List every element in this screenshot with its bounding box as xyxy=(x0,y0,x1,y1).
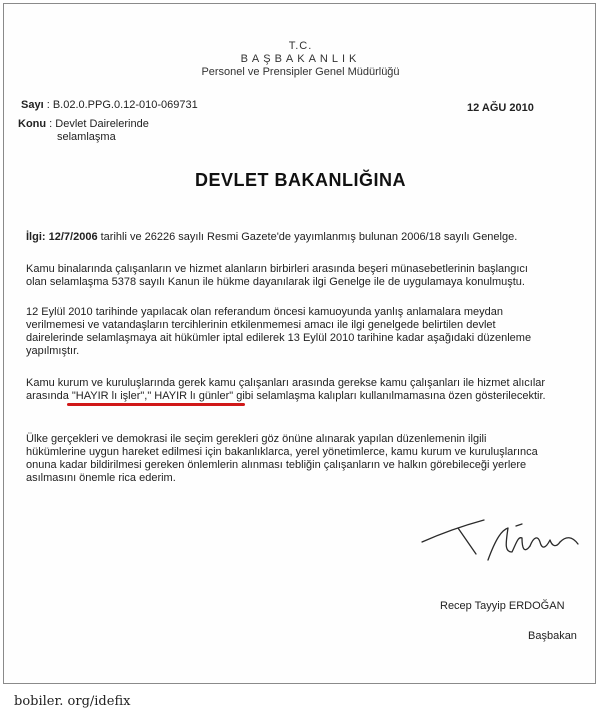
ilgi-line xyxy=(26,231,582,244)
konu-line2: selamlaşma xyxy=(57,131,116,143)
red-underline-mark xyxy=(67,403,245,406)
ilgi-date: 12/7/2006 xyxy=(48,231,98,243)
paragraph-line: olan selamlaşma 5378 sayılı Kanun ile hükme dayanılarak ilgi Genelge ile de uygulamaya konulmuştu. xyxy=(26,276,525,288)
paragraph-line: verilmemesi ve vatandaşların tercihlerinin etkilenmemesi amacı ile ilgi genelgede belirtilen devlet xyxy=(26,319,496,331)
paragraph-line: yapılmıştır. xyxy=(26,345,80,357)
paragraph-line: 12 Eylül 2010 tarihinde yapılacak olan referandum öncesi kamuoyunda yanlış anlamalara meydan xyxy=(26,306,503,318)
paragraph-1 xyxy=(26,263,582,289)
p3-suffix: gibi selamlaşma kalıpları kullanılmamasına özen gösterilecektir. xyxy=(233,390,546,402)
header-directorate: Personel ve Prensipler Genel Müdürlüğü xyxy=(201,66,400,78)
paragraph-line: Kamu binalarında çalışanların ve hizmet alanların birbirleri arasında beşeri münasebetlerinin başlangıcı xyxy=(26,263,528,275)
paragraph-line: onuna kadar bildirilmesi gereken önlemlerin alınması tebliğin çalışanların ve halkın görebileceği yerlere xyxy=(26,459,527,471)
p3-prefix: arasında xyxy=(26,390,72,402)
sayi-row xyxy=(21,99,198,111)
ilgi-text: tarihli ve 26226 sayılı Resmi Gazete'de yayımlanmış bulunan 2006/18 sayılı Genelge. xyxy=(97,231,518,243)
konu-row xyxy=(18,118,149,130)
ilgi-label: İlgi: xyxy=(26,231,46,243)
header-tc: T.C. xyxy=(288,40,313,52)
paragraph-line: asılmasını önemle rica ederim. xyxy=(26,472,176,484)
document-date: 12 AĞU 2010 xyxy=(467,102,534,114)
header-ministry: BAŞBAKANLIK xyxy=(240,53,361,65)
konu-line1: : Devlet Dairelerinde xyxy=(49,118,149,130)
signatory-name: Recep Tayyip ERDOĞAN xyxy=(440,600,565,612)
paragraph-line: Kamu kurum ve kuruluşlarında gerek kamu çalışanları arasında gerekse kamu çalışanları ile hizmet alıcılar xyxy=(26,377,546,389)
paragraph-line: Ülke gerçekleri ve demokrasi ile seçim gerekleri göz önüne alınarak yapılan düzenlemenin ilgili xyxy=(26,433,487,445)
paragraph-line xyxy=(26,390,582,403)
paragraph-2 xyxy=(26,306,582,358)
paragraph-4 xyxy=(26,433,582,485)
paragraph-line: hükümlerine uygun hareket edilmesi için bakanlıklarca, yerel yönetimlerce, kamu kurum ve kuruluşlarınca xyxy=(26,446,538,458)
sayi-label: Sayı xyxy=(21,99,44,111)
signatory-role: Başbakan xyxy=(528,630,577,642)
highlighted-quote: "HAYIR lı işler"," HAYIR lı günler" xyxy=(71,390,234,402)
paragraph-3 xyxy=(26,377,582,403)
handwritten-signature xyxy=(418,508,590,574)
document-title: DEVLET BAKANLIĞINA xyxy=(195,170,406,190)
sayi-value: : B.02.0.PPG.0.12-010-069731 xyxy=(46,99,198,111)
source-watermark: bobiler. org/idefix xyxy=(14,694,131,709)
konu-label: Konu xyxy=(18,118,47,130)
paragraph-line: dairelerinde selamlaşmaya ait hükümler iptal edilerek 13 Eylül 2010 tarihine kadar aşağıdaki düzenleme xyxy=(26,332,532,344)
